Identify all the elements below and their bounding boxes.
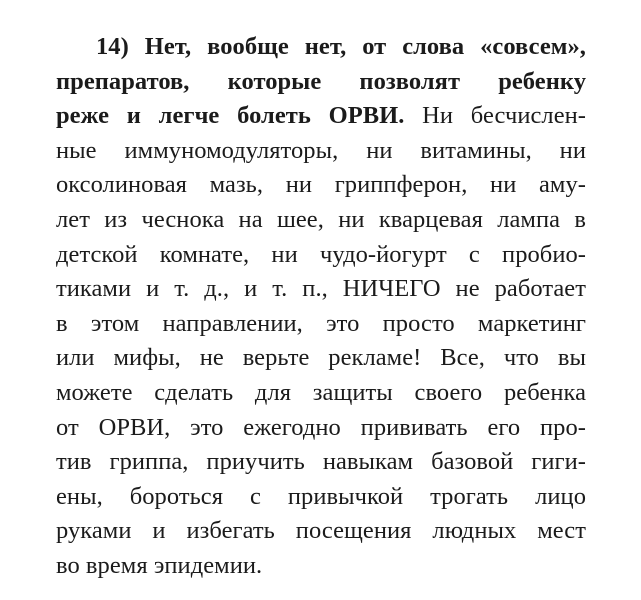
regular-text: Ни бесчислен- xyxy=(404,102,586,130)
document-page xyxy=(56,30,586,584)
text-line xyxy=(56,411,586,446)
text-line xyxy=(56,168,586,203)
regular-text: руками и избегать посещения людных мест xyxy=(56,517,586,545)
regular-text: от ОРВИ, это ежегодно прививать его про- xyxy=(56,413,586,441)
text-line xyxy=(56,514,586,549)
regular-text: можете сделать для защиты своего ребенка xyxy=(56,378,586,406)
text-line xyxy=(56,445,586,480)
text-line xyxy=(56,376,586,411)
text-line xyxy=(56,549,586,584)
regular-text: или мифы, не верьте рекламе! Все, что вы xyxy=(56,344,586,372)
text-line xyxy=(56,307,586,342)
regular-text: тиками и т. д., и т. п., НИЧЕГО не работает xyxy=(56,275,586,303)
regular-text: во время эпидемии. xyxy=(56,551,263,579)
regular-text: детской комнате, ни чудо-йогурт с пробио- xyxy=(56,240,586,268)
bold-text: реже и легче болеть ОРВИ. xyxy=(56,102,405,130)
text-line xyxy=(56,134,586,169)
regular-text: лет из чеснока на шее, ни кварцевая лампа в xyxy=(56,205,586,233)
bold-text: 14) Нет, вообще нет, от слова «совсем», xyxy=(96,33,586,60)
text-line xyxy=(56,99,586,134)
paragraph-14 xyxy=(56,30,586,584)
text-line xyxy=(56,65,586,100)
regular-text: в этом направлении, это просто маркетинг xyxy=(56,309,586,337)
regular-text: тив гриппа, приучить навыкам базовой гиги- xyxy=(56,448,586,476)
regular-text: ены, бороться с привычкой трогать лицо xyxy=(56,482,586,510)
text-line xyxy=(56,238,586,273)
regular-text: ные иммуномодуляторы, ни витамины, ни xyxy=(56,136,586,164)
text-line xyxy=(56,341,586,376)
text-line xyxy=(56,203,586,238)
regular-text: оксолиновая мазь, ни гриппферон, ни аму- xyxy=(56,171,586,199)
text-line xyxy=(56,272,586,307)
bold-text: препаратов, которые позволят ребенку xyxy=(56,67,586,95)
text-line xyxy=(56,480,586,515)
text-line xyxy=(56,30,586,65)
